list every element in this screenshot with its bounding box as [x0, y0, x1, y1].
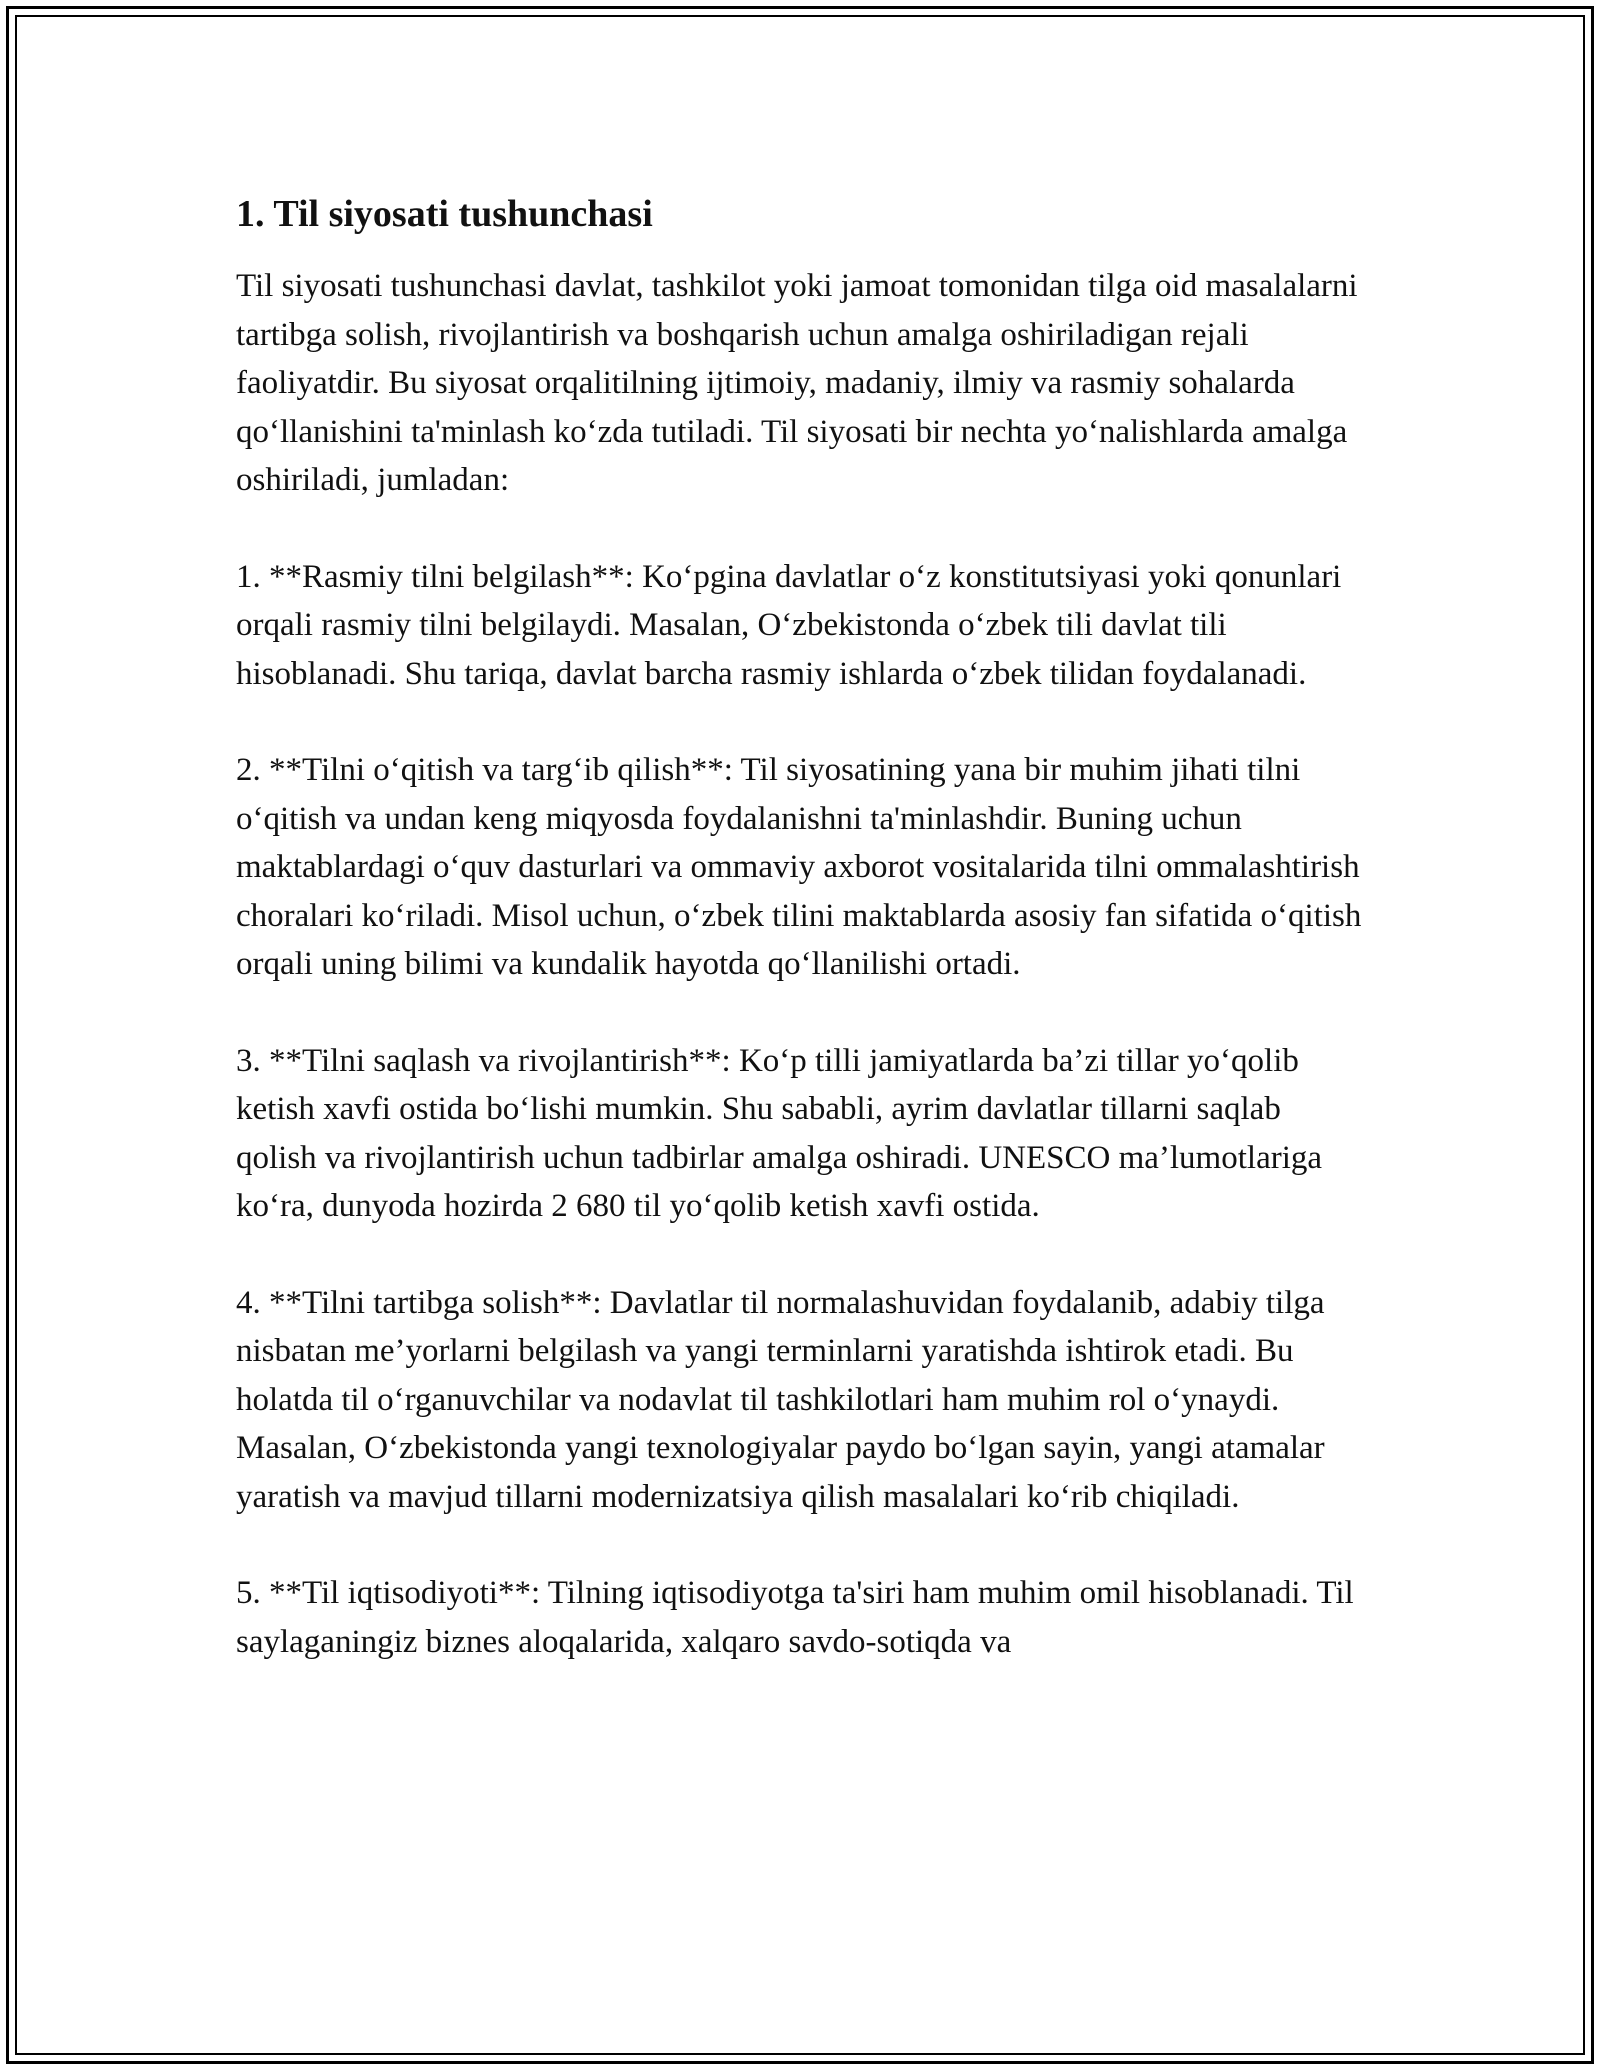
paragraph-item-4: 4. **Tilni tartibga solish**: Davlatlar til normalashuvidan foydalanib, adabiy tilga nisbatan me’yorlarni belgilash va yangi terminlarni yaratishda ishtirok etadi. Bu holatda til o‘rganuvchilar va nodavlat til tashkilotlari ham muhim rol o‘ynaydi. Masalan, O‘zbekistonda yangi texnologiyalar paydo bo‘lgan sayin, yangi atamalar yaratish va mavjud tillarni modernizatsiya qilish masalalari ko‘rib chiqiladi.	[236, 1284, 1325, 1515]
paragraph-item-5: 5. **Til iqtisodiyoti**: Tilning iqtisodiyotga ta'siri ham muhim omil hisoblanadi. Til saylaganingiz biznes aloqalarida, xalqaro savdo-sotiqda va	[236, 1575, 1354, 1660]
paragraph-intro: Til siyosati tushunchasi davlat, tashkilot yoki jamoat tomonidan tilga oid masalalarni tartibga solish, rivojlantirish va boshqarish uchun amalga oshiriladigan rejali faoliyatdir. Bu siyosat orqalitilning ijtimoiy, madaniy, ilmiy va rasmiy sohalarda qo‘llanishini ta'minlash ko‘zda tutiladi. Til siyosati bir nechta yo‘nalishlarda amalga oshiriladi, jumladan:	[236, 268, 1358, 498]
paragraph-item-3: 3. **Tilni saqlash va rivojlantirish**: Ko‘p tilli jamiyatlarda ba’zi tillar yo‘qolib ketish xavfi ostida bo‘lishi mumkin. Shu sababli, ayrim davlatlar tillarni saqlab qolish va rivojlantirish uchun tadbirlar amalga oshiradi. UNESCO ma’lumotlariga ko‘ra, dunyoda hozirda 2 680 til yo‘qolib ketish xavfi ostida.	[236, 1042, 1323, 1224]
document-body	[236, 188, 1366, 1666]
section-heading: 1. Til siyosati tushunchasi	[236, 193, 653, 235]
paragraph-item-2: 2. **Tilni o‘qitish va targ‘ib qilish**: Til siyosatining yana bir muhim jihati tilni o‘qitish va undan keng miqyosda foydalanishni ta'minlashdir. Buning uchun maktablardagi o‘quv dasturlari va ommaviy axborot vositalarida tilni ommalashtirish choralari ko‘riladi. Misol uchun, o‘zbek tilini maktablarda asosiy fan sifatida o‘qitish orqali uning bilimi va kundalik hayotda qo‘llanilishi ortadi.	[236, 752, 1362, 982]
paragraph-item-1: 1. **Rasmiy tilni belgilash**: Ko‘pgina davlatlar o‘z konstitutsiyasi yoki qonunlari orqali rasmiy tilni belgilaydi. Masalan, O‘zbekistonda o‘zbek tili davlat tili hisoblanadi. Shu tariqa, davlat barcha rasmiy ishlarda o‘zbek tilidan foydalanadi.	[236, 558, 1342, 692]
